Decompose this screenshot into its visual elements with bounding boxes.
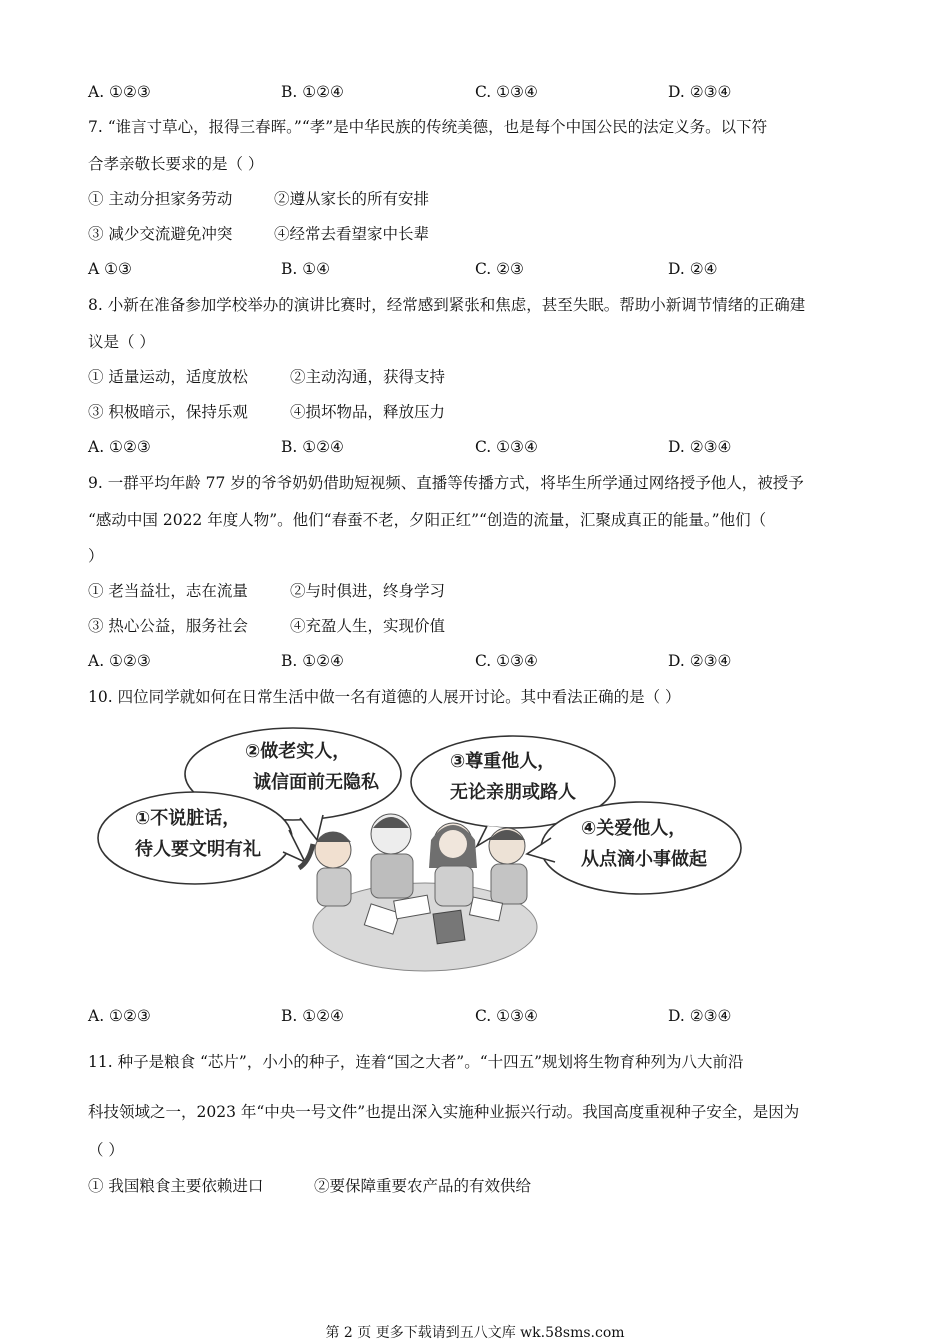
q8-item2: ②主动沟通，获得支持 <box>290 368 446 386</box>
q6-option-c: C. ①③④ <box>475 83 538 101</box>
q7-option-c: C. ②③ <box>475 260 524 278</box>
q9-item4: ④充盈人生，实现价值 <box>290 617 446 635</box>
q6-option-d: D. ②③④ <box>668 83 732 101</box>
q9-option-b: B. ①②④ <box>281 652 344 670</box>
q8-option-d: D. ②③④ <box>668 438 732 456</box>
q7-item2: ②遵从家长的所有安排 <box>274 190 430 208</box>
q11-stem-line2: 科技领域之一，2023 年“中央一号文件”也提出深入实施种业振兴行动。我国高度重视种子安全，是因为 <box>88 1103 800 1121</box>
bubble-1-line2: 待人要文明有礼 <box>135 839 261 860</box>
q7-option-b: B. ①④ <box>281 260 331 278</box>
q8-stem-line2: 议是（ ） <box>88 333 155 351</box>
q7-option-a: A ①③ <box>88 260 132 278</box>
bubble-1-line1: ①不说脏话， <box>135 808 241 829</box>
q7-stem-line1: 7. “谁言寸草心，报得三春晖。”“孝”是中华民族的传统美德，也是每个中国公民的法定义务。以下符 <box>88 118 768 136</box>
bubble-3-line2: 无论亲朋或路人 <box>450 782 576 803</box>
q6-option-b: B. ①②④ <box>281 83 344 101</box>
q9-stem-line1: 9. 一群平均年龄 77 岁的爷爷奶奶借助短视频、直播等传播方式，将毕生所学通过网络授予他人，被授予 <box>88 474 804 492</box>
q10-stem: 10. 四位同学就如何在日常生活中做一名有道德的人展开讨论。其中看法正确的是（ ） <box>88 688 681 706</box>
q7-option-d: D. ②④ <box>668 260 718 278</box>
q11-stem-line1: 11. 种子是粮食 “芯片”，小小的种子，连着“国之大者”。“十四五”规划将生物育种列为八大前沿 <box>88 1053 744 1071</box>
q10-option-c: C. ①③④ <box>475 1007 538 1025</box>
q10-option-d: D. ②③④ <box>668 1007 732 1025</box>
q9-item1: ① 老当益壮，志在流量 <box>88 582 248 600</box>
q9-item3: ③ 热心公益，服务社会 <box>88 617 248 635</box>
bubble-4-line2: 从点滴小事做起 <box>581 849 707 870</box>
q11-item1: ① 我国粮食主要依赖进口 <box>88 1177 264 1195</box>
q7-item3: ③ 减少交流避免冲突 <box>88 225 233 243</box>
bubble-4-line1: ④关爱他人， <box>581 818 687 839</box>
q9-option-c: C. ①③④ <box>475 652 538 670</box>
q6-option-a: A. ①②③ <box>88 83 151 101</box>
q11-stem-line3: （ ） <box>88 1141 124 1159</box>
q9-item2: ②与时俱进，终身学习 <box>290 582 446 600</box>
q8-option-c: C. ①③④ <box>475 438 538 456</box>
q8-item3: ③ 积极暗示，保持乐观 <box>88 403 248 421</box>
q7-item1: ① 主动分担家务劳动 <box>88 190 233 208</box>
q9-option-d: D. ②③④ <box>668 652 732 670</box>
q7-stem-line2: 合孝亲敬长要求的是（ ） <box>88 155 264 173</box>
q10-option-a: A. ①②③ <box>88 1007 151 1025</box>
q9-option-a: A. ①②③ <box>88 652 151 670</box>
bubble-3-line1: ③尊重他人， <box>450 751 556 772</box>
q9-stem-line3: ） <box>88 547 104 565</box>
q10-option-b: B. ①②④ <box>281 1007 344 1025</box>
q8-item1: ① 适量运动，适度放松 <box>88 368 248 386</box>
q7-item4: ④经常去看望家中长辈 <box>274 225 430 243</box>
page-footer: 第 2 页 更多下载请到五八文库 wk.58sms.com <box>325 1325 625 1341</box>
bubble-2-line2: 诚信面前无隐私 <box>253 772 379 793</box>
q8-option-a: A. ①②③ <box>88 438 151 456</box>
q9-stem-line2: “感动中国 2022 年度人物”。他们“春蚕不老，夕阳正红”“创造的流量，汇聚成真正的能量。”他们（ <box>88 511 767 529</box>
q8-stem-line1: 8. 小新在准备参加学校举办的演讲比赛时，经常感到紧张和焦虑，甚至失眠。帮助小新调节情绪的正确建 <box>88 296 806 314</box>
q8-option-b: B. ①②④ <box>281 438 344 456</box>
q8-item4: ④损坏物品，释放压力 <box>290 403 446 421</box>
bubble-2-line1: ②做老实人， <box>245 741 351 762</box>
q10-illustration <box>95 722 745 980</box>
q11-item2: ②要保障重要农产品的有效供给 <box>314 1177 532 1195</box>
students-at-table <box>299 814 537 971</box>
